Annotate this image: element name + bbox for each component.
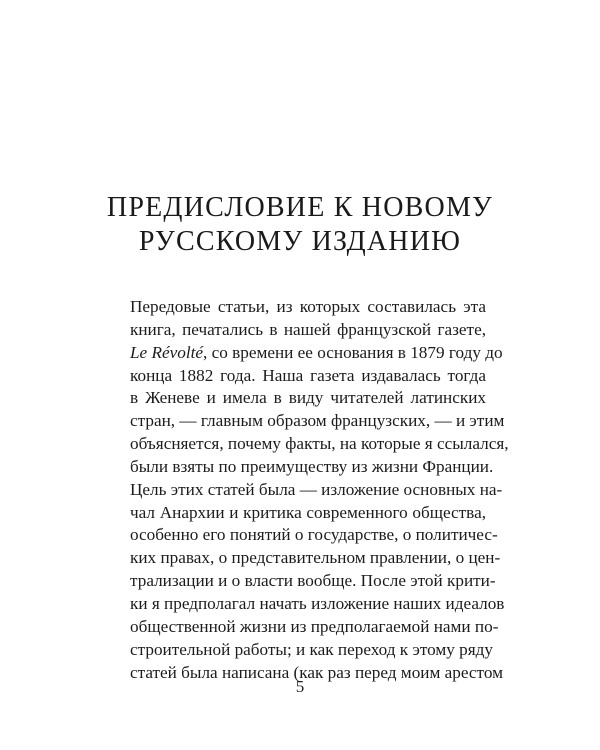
text-line: были взяты по преимуществу из жизни Франции.: [130, 456, 494, 476]
page-number: 5: [295, 677, 305, 696]
newspaper-title: Le Révolté: [130, 342, 204, 362]
text-line: общественной жизни из предполагаемой нами по-: [130, 616, 499, 636]
text-line: книга, печатались в нашей французской газете,: [130, 319, 486, 339]
text-line: объясняется, почему факты, на которые я ссылался,: [130, 434, 509, 454]
chapter-title-line-2: РУССКОМУ ИЗДАНИЮ: [138, 226, 462, 257]
text-line: Передовые статьи, из которых составилась эта: [130, 297, 486, 316]
chapter-title-line-1: ПРЕДИСЛОВИЕ К НОВОМУ: [106, 192, 494, 223]
text-line: ких правах, о представительном правлении, о цен-: [130, 548, 501, 568]
body-paragraph: [130, 296, 509, 684]
text-line: ки я предполагал начать изложение наших идеалов: [130, 593, 505, 613]
text-line: чал Анархии и критика современного общества,: [130, 502, 486, 522]
text-line: особенно его понятий о государстве, о политичес-: [130, 525, 498, 545]
text-line: конца 1882 года. Наша газета издавалась тогда: [130, 365, 486, 385]
text-line: [130, 342, 503, 365]
text-line: стран, — главным образом французских, — и этим: [130, 411, 505, 431]
text-line: статей была написана (как раз перед моим арестом: [130, 662, 503, 682]
text-line: Цель этих статей была — изложение основных на-: [130, 479, 503, 499]
text-line: в Женеве и имела в виду читателей латинских: [130, 388, 486, 408]
text-line: строительной работы; и как переход к этому ряду: [130, 639, 493, 659]
text-line: трализации и о власти вообще. После этой крити-: [130, 571, 496, 591]
text-line-rest: , со времени ее основания в 1879 году до: [203, 342, 503, 362]
